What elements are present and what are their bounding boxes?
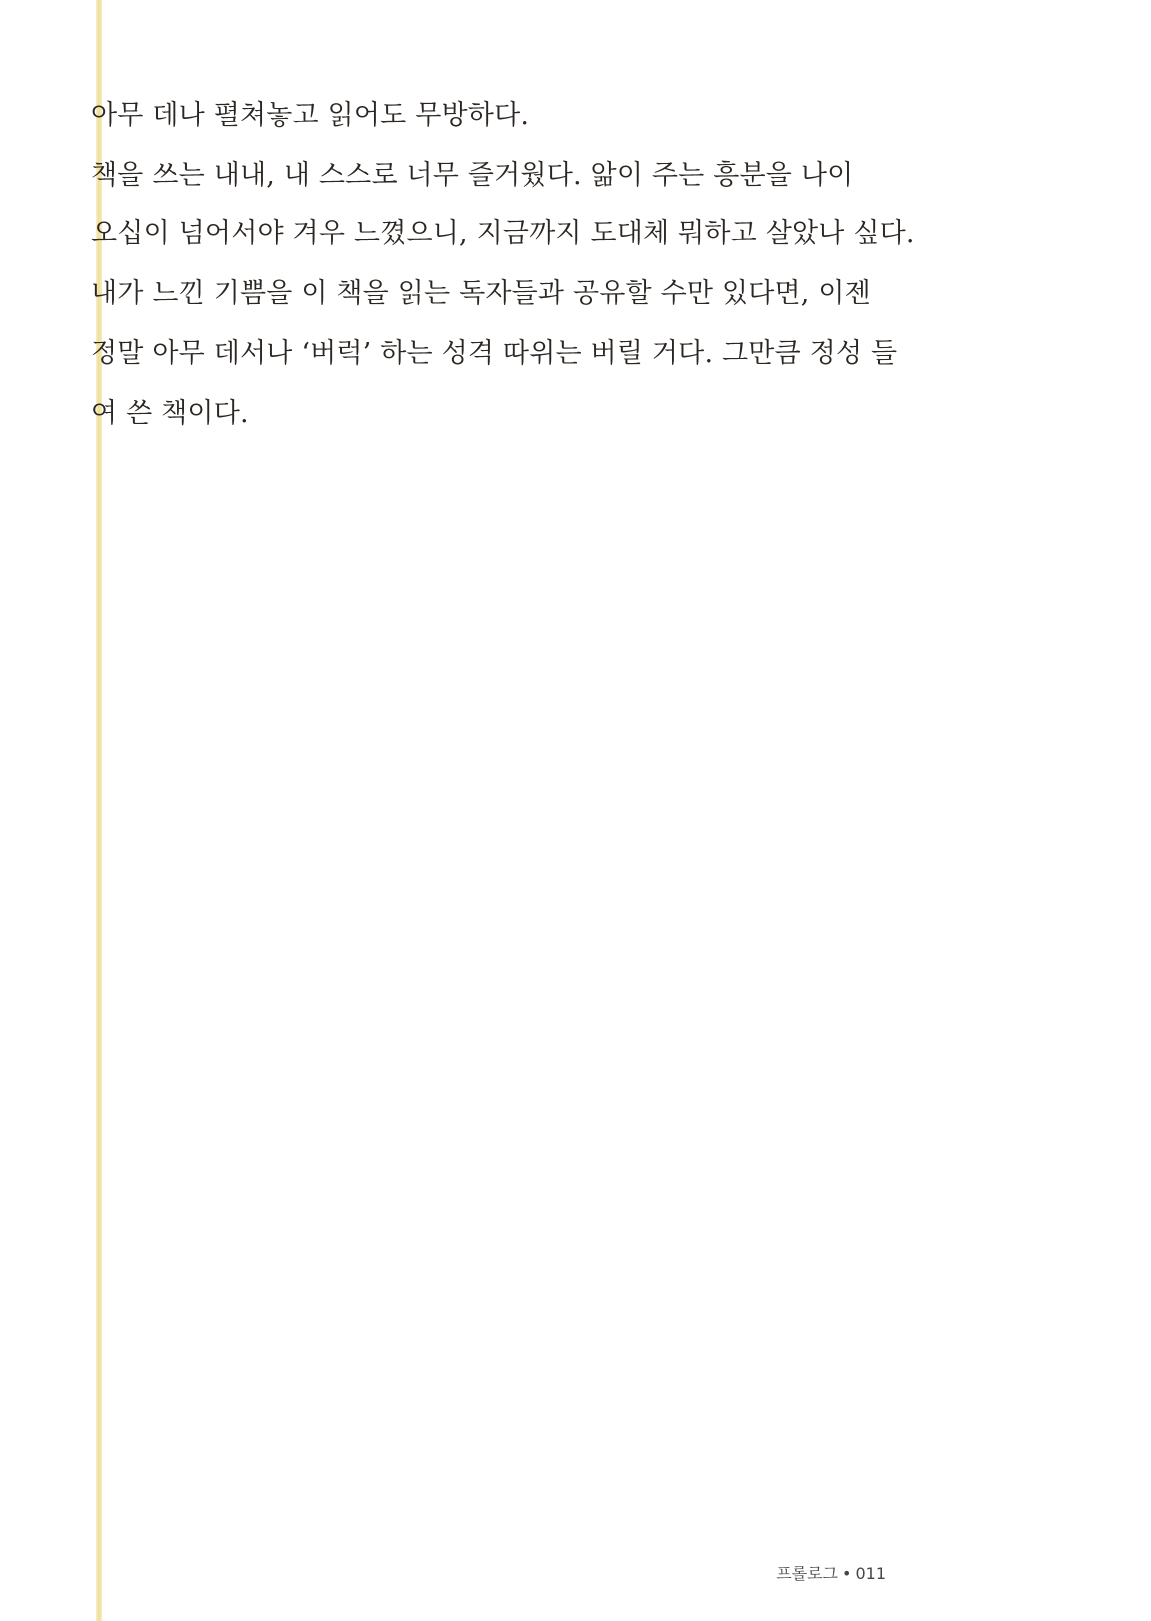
text-line-2: 책을 쓰는 내내, 내 스스로 너무 즐거웠다. 앎이 주는 흥분을 나이 bbox=[91, 160, 854, 191]
text-line-1: 아무 데나 펼쳐놓고 읽어도 무방하다. bbox=[91, 100, 530, 131]
footer-section-title: 프롤로그 bbox=[776, 1564, 839, 1583]
footer-separator: • bbox=[842, 1564, 852, 1583]
page-number: 011 bbox=[855, 1564, 886, 1583]
page-footer bbox=[776, 1562, 886, 1586]
text-line-4: 내가 느낀 기쁨을 이 책을 읽는 독자들과 공유할 수만 있다면, 이젠 bbox=[91, 278, 871, 309]
text-line-5: 정말 아무 데서나 ‘버럭’ 하는 성격 따위는 버릴 거다. 그만큼 정성 들 bbox=[91, 338, 898, 369]
text-line-6: 여 쓴 책이다. bbox=[91, 398, 249, 429]
text-line-3: 오십이 넘어서야 겨우 느꼈으니, 지금까지 도대체 뭐하고 살았나 싶다. bbox=[91, 218, 915, 249]
